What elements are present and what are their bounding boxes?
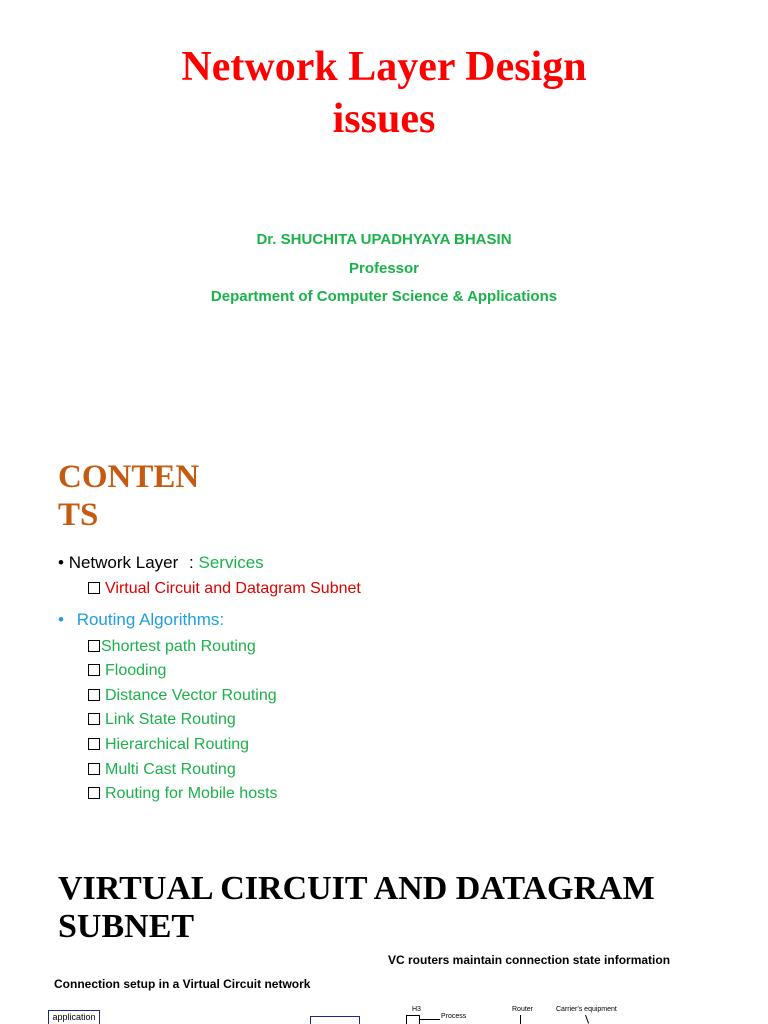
list-item: Hierarchical Routing — [88, 735, 249, 755]
section-routing-algorithms — [58, 609, 224, 631]
application-label: application — [52, 1012, 96, 1022]
author-name: Dr. SHUCHITA UPADHYAYA BHASIN — [256, 231, 512, 248]
list-item: Link State Routing — [88, 710, 236, 730]
list-item: Multi Cast Routing — [88, 760, 236, 780]
host-box — [406, 1015, 420, 1024]
section-label: Network Layer — [68, 553, 179, 572]
section-highlight: Services — [198, 553, 264, 572]
author-role: Professor — [348, 260, 420, 277]
contents-heading-line2: TS — [58, 497, 99, 533]
list-item: Distance Vector Routing — [88, 686, 277, 706]
section-separator: : — [189, 553, 194, 572]
bullet-dot: • — [58, 553, 64, 572]
list-item: Shortest path Routing — [88, 637, 256, 657]
bullet-dot: • — [58, 610, 64, 629]
section-network-layer — [58, 552, 264, 574]
process-label: Process — [441, 1013, 467, 1020]
carrier-label: Carrier's equipment — [556, 1006, 617, 1013]
list-item: Flooding — [88, 661, 166, 681]
contents-heading-line1: CONTEN — [58, 459, 200, 495]
checkbox-icon — [88, 640, 100, 652]
slide-title-line1: Network Layer Design — [181, 44, 587, 90]
vc-note: VC routers maintain connection state information — [388, 953, 671, 967]
vc-heading — [58, 870, 738, 946]
carrier-pointer — [585, 1015, 589, 1024]
list-item: Routing for Mobile hosts — [88, 784, 278, 804]
checkbox-icon — [88, 787, 100, 799]
section-label: Routing Algorithms: — [76, 610, 225, 629]
author-department: Department of Computer Science & Applications — [210, 288, 558, 305]
slide-title-line2: issues — [332, 96, 436, 142]
application-box — [48, 1010, 100, 1024]
checkbox-icon — [88, 689, 100, 701]
vc-heading-line2: SUBNET — [58, 908, 195, 945]
checkbox-icon — [88, 664, 100, 676]
vc-heading-line1: VIRTUAL CIRCUIT AND DATAGRAM — [58, 870, 655, 907]
vc-caption: Connection setup in a Virtual Circuit network — [54, 977, 311, 991]
checkbox-icon — [88, 582, 100, 594]
checkbox-icon — [88, 738, 100, 750]
contents-heading — [58, 458, 258, 534]
checkbox-icon — [88, 763, 100, 775]
checkbox-icon — [88, 713, 100, 725]
router-pointer — [520, 1015, 521, 1024]
connector-line — [420, 1019, 440, 1020]
h3-label: H3 — [412, 1006, 421, 1013]
diagram-box — [310, 1016, 360, 1024]
list-item: Virtual Circuit and Datagram Subnet — [88, 579, 361, 599]
router-label: Router — [512, 1006, 534, 1013]
